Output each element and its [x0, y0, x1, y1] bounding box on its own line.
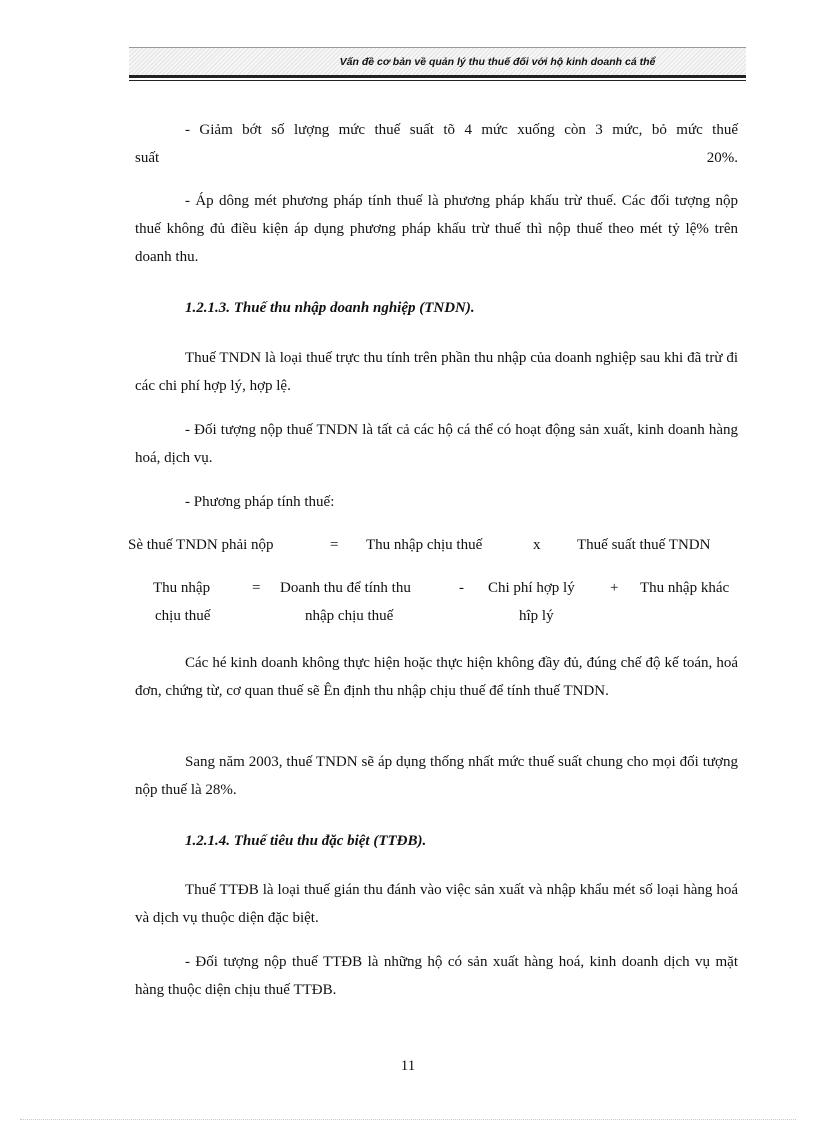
- paragraph-7: Sang năm 2003, thuế TNDN sẽ áp dụng thống nhất mức thuế suất chung cho mọi đối tượng nộp thuế là 28%.: [135, 754, 738, 798]
- header-rule-thick: [129, 75, 746, 78]
- section-heading-ttdb: 1.2.1.4. Thuế tiêu thu đặc biệt (TTĐB).: [185, 833, 427, 849]
- formula2-term2-line2: hîp lý: [519, 608, 554, 624]
- paragraph-2: - Áp dông mét phương pháp tính thuế là phương pháp khấu trừ thuế. Các đối tượng nộp thuế không đủ điều kiện áp dụng phương pháp khấu trừ thuế thì nộp thuế theo mét tỷ lệ% trên doanh thu.: [135, 193, 738, 265]
- paragraph-8: Thuế TTĐB là loại thuế gián thu đánh vào việc sản xuất và nhập khẩu mét số loại hàng hoá và dịch vụ thuộc diện đặc biệt.: [135, 882, 738, 926]
- page-number: 11: [400, 1058, 416, 1074]
- formula1-term1: Thu nhập chịu thuế: [366, 537, 483, 553]
- paragraph-9: - Đối tượng nộp thuế TTĐB là những hộ có sản xuất hàng hoá, kinh doanh dịch vụ mặt hàng thuộc diện chịu thuế TTĐB.: [135, 954, 738, 998]
- header-title: Vấn đề cơ bản về quản lý thu thuế đối với hộ kinh doanh cá thể: [339, 56, 656, 68]
- formula2-equals: =: [252, 580, 261, 596]
- header-rule-thin: [129, 80, 746, 81]
- running-header: [129, 47, 746, 76]
- formula1-equals: =: [330, 537, 339, 553]
- formula2-term1-line1: Doanh thu để tính thu: [280, 580, 411, 596]
- paragraph-5: - Phương pháp tính thuế:: [185, 494, 335, 510]
- paragraph-1-line-2: suất 20%.: [135, 150, 738, 166]
- section-heading-tndn: 1.2.1.3. Thuế thu nhập doanh nghiệp (TNDN).: [185, 300, 475, 316]
- formula2-lhs-line1: Thu nhập: [153, 580, 211, 596]
- formula1-term2: Thuế suất thuế TNDN: [577, 537, 711, 553]
- formula2-term1-line2: nhập chịu thuế: [305, 608, 394, 624]
- formula2-lhs-line2: chịu thuế: [155, 608, 211, 624]
- formula2-term3: Thu nhập khác: [640, 580, 730, 596]
- footer-divider: [20, 1119, 796, 1120]
- formula2-plus: +: [610, 580, 619, 596]
- paragraph-4: - Đối tượng nộp thuế TNDN là tất cả các hộ cá thể có hoạt động sản xuất, kinh doanh hàng hoá, dịch vụ.: [135, 422, 738, 466]
- formula2-term2-line1: Chi phí hợp lý: [488, 580, 575, 596]
- paragraph-3: Thuế TNDN là loại thuế trực thu tính trên phần thu nhập của doanh nghiệp sau khi đã trừ đi các chi phí hợp lý, hợp lệ.: [135, 350, 738, 394]
- formula1-times: x: [533, 537, 541, 553]
- formula2-minus: -: [459, 580, 464, 596]
- paragraph-1-line-1: - Giảm bớt số lượng mức thuế suất tõ 4 mức xuống còn 3 mức, bỏ mức thuế: [185, 122, 738, 138]
- paragraph-6: Các hé kinh doanh không thực hiện hoặc thực hiện không đầy đủ, đúng chế độ kế toán, hoá đơn, chứng từ, cơ quan thuế sẽ Ên định thu nhập chịu thuế để tính thuế TNDN.: [135, 655, 738, 699]
- formula1-lhs: Sè thuế TNDN phải nộp: [128, 537, 274, 553]
